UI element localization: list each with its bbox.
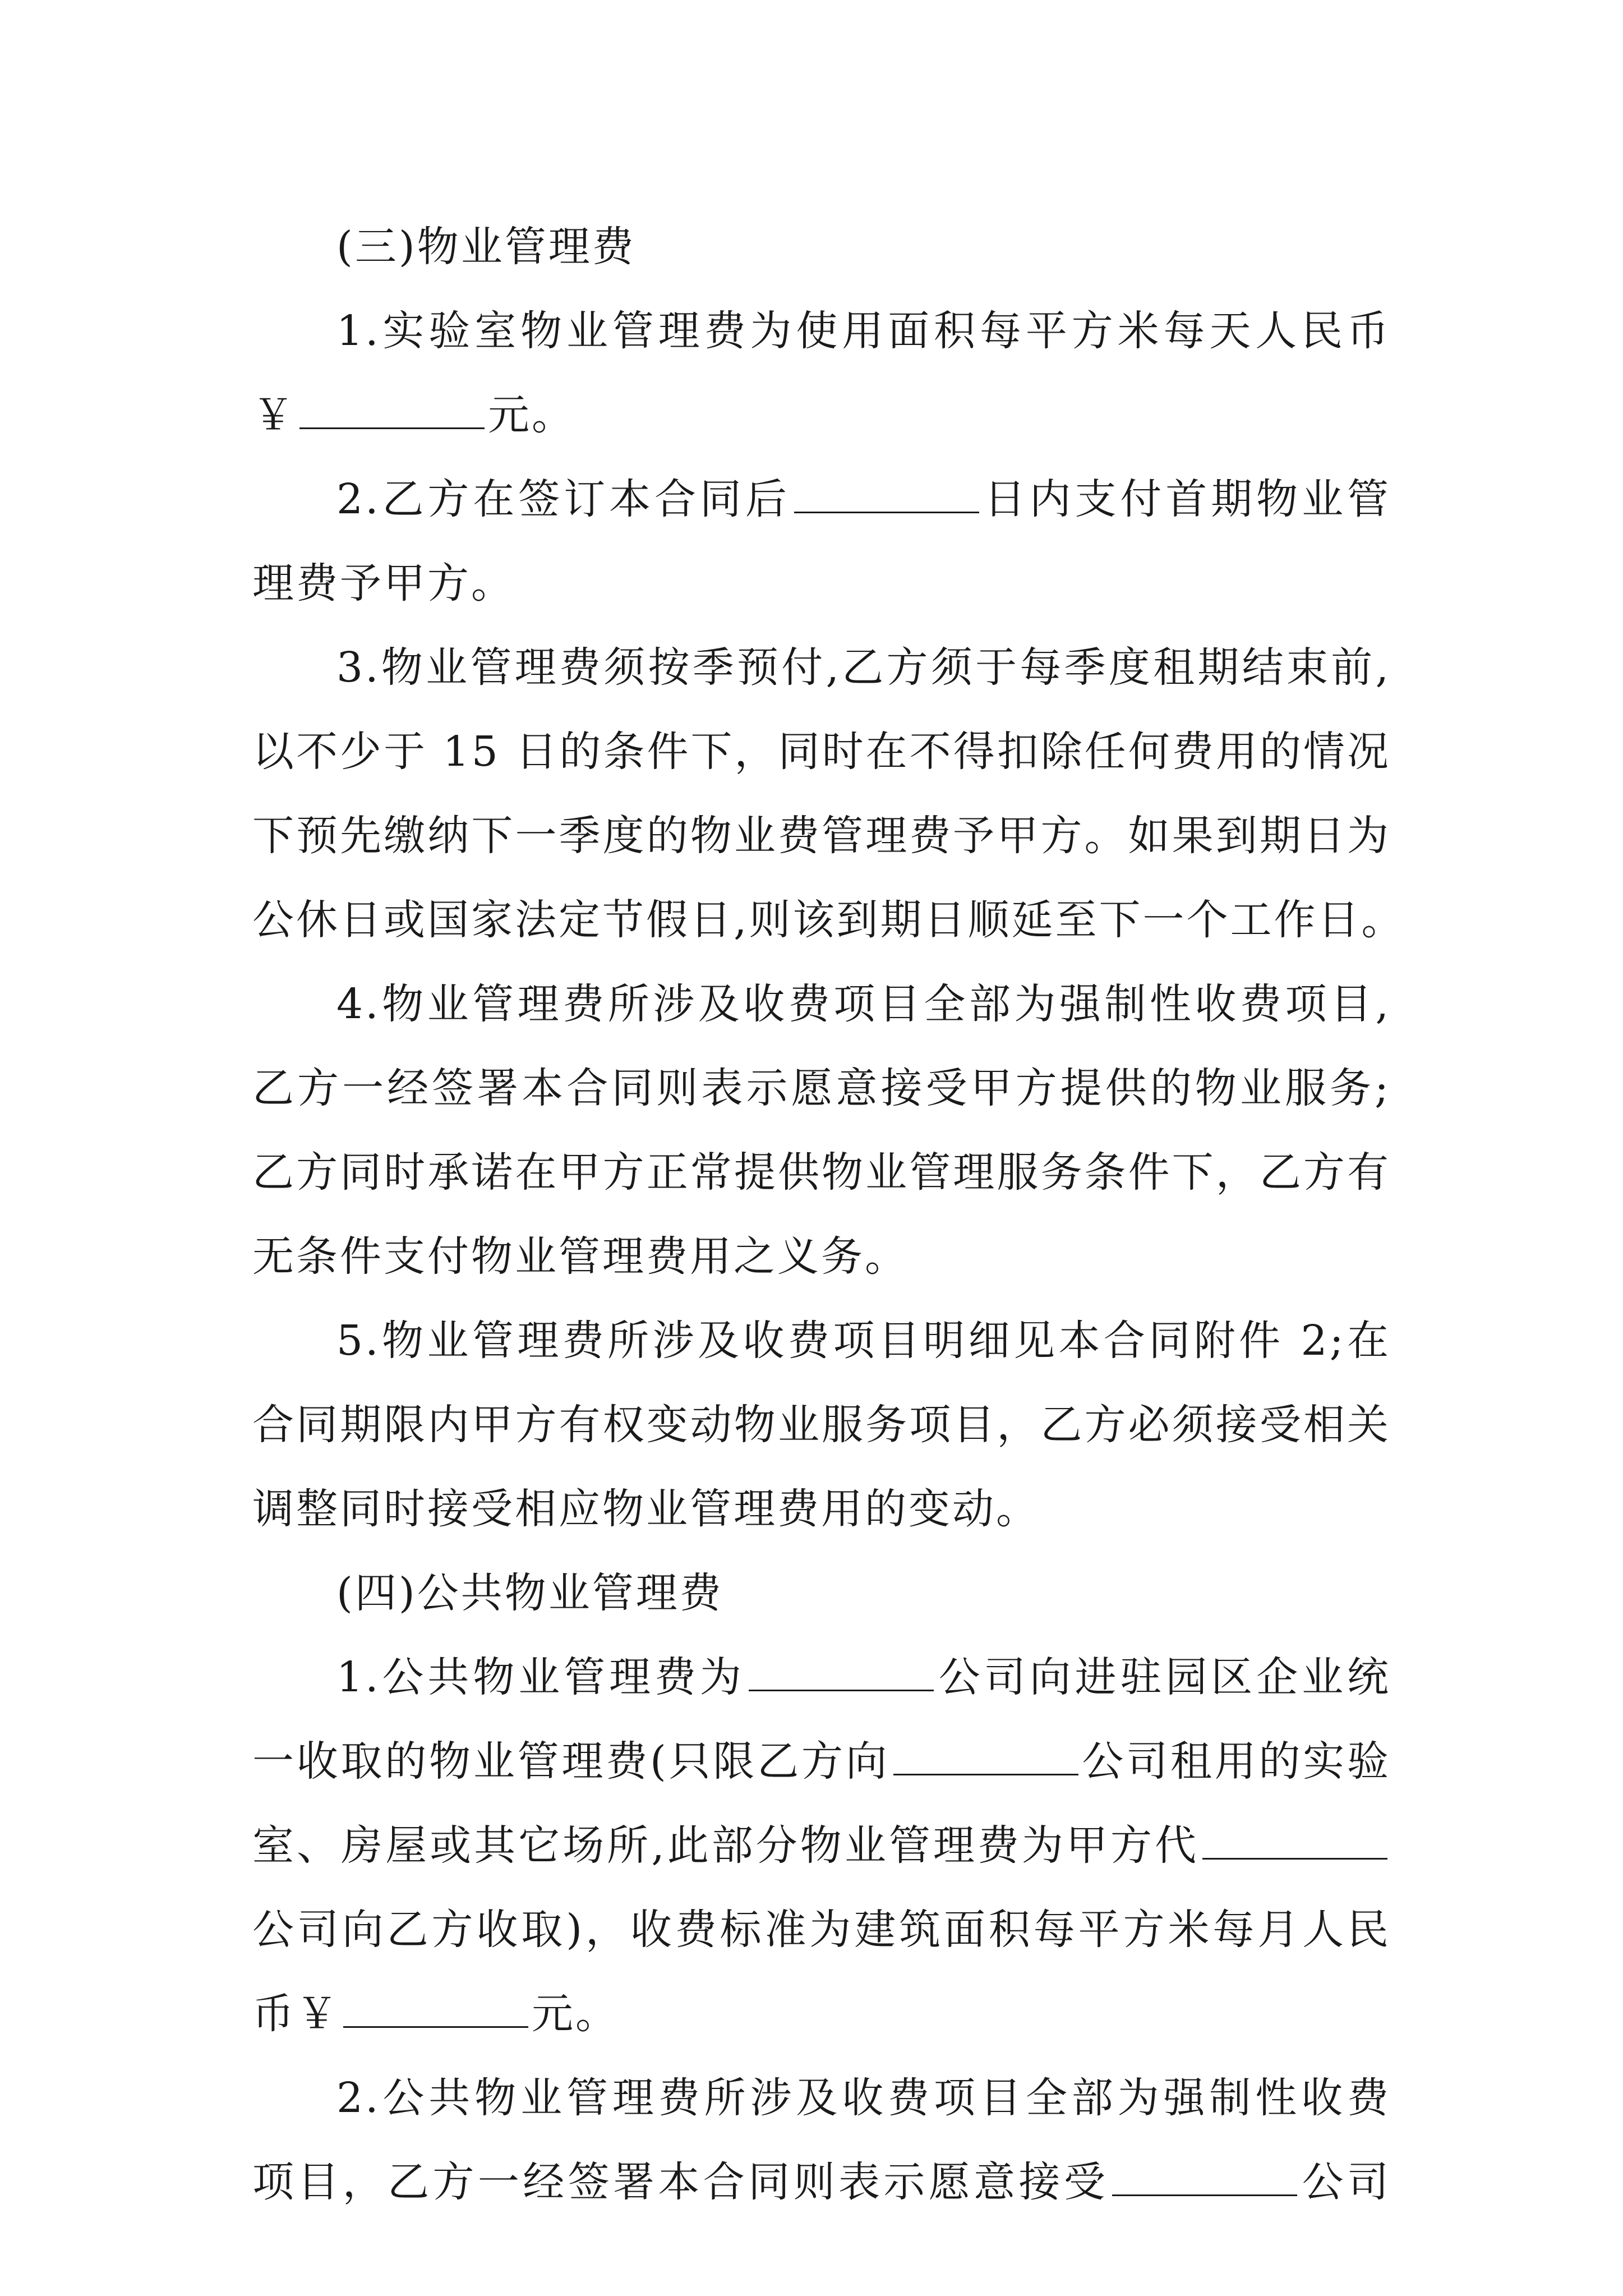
text-segment: 元。 bbox=[532, 1990, 619, 2038]
text-line bbox=[252, 1803, 1391, 1888]
text-segment: 乙方一经签署本合同则表示愿意接受甲方提供的物业服务; bbox=[252, 1064, 1391, 1112]
text-segment: 公司向进驻园区企业统 bbox=[937, 1653, 1391, 1701]
text-line bbox=[252, 878, 1405, 962]
text-line bbox=[252, 1635, 1391, 1719]
text-segment: (四)公共物业管理费 bbox=[336, 1569, 723, 1617]
text-segment: 5.物业管理费所涉及收费项目明细见本合同附件 2;在 bbox=[336, 1317, 1391, 1365]
fill-in-blank bbox=[1112, 2157, 1297, 2196]
fill-in-blank bbox=[1202, 1820, 1387, 1860]
text-segment: 1.公共物业管理费为 bbox=[336, 1653, 745, 1701]
text-segment: 4.物业管理费所涉及收费项目全部为强制性收费项目, bbox=[336, 980, 1391, 1028]
fill-in-blank bbox=[299, 390, 485, 429]
text-segment: 公司向乙方收取)，收费标准为建筑面积每平方米每月人民 bbox=[252, 1906, 1391, 1954]
text-line bbox=[252, 794, 1391, 878]
text-segment: 公司租用的实验 bbox=[1081, 1737, 1391, 1786]
text-line bbox=[252, 205, 1391, 289]
text-line bbox=[252, 1888, 1391, 1972]
text-segment: 无条件支付物业管理费用之义务。 bbox=[252, 1232, 909, 1281]
fill-in-blank bbox=[343, 1989, 528, 2028]
text-line bbox=[252, 625, 1391, 710]
text-segment: 公司 bbox=[1301, 2158, 1391, 2206]
text-line bbox=[252, 1467, 1391, 1551]
text-line bbox=[252, 2140, 1391, 2224]
text-line bbox=[252, 1551, 1391, 1635]
text-segment: 调整同时接受相应物业管理费用的变动。 bbox=[252, 1485, 1040, 1533]
fill-in-blank bbox=[794, 474, 979, 513]
text-line bbox=[252, 1719, 1391, 1803]
text-line bbox=[252, 2056, 1391, 2140]
text-segment: 1.实验室物业管理费为使用面积每平方米每天人民币 bbox=[336, 307, 1391, 355]
text-segment: 2.公共物业管理费所涉及收费项目全部为强制性收费 bbox=[336, 2074, 1391, 2122]
text-segment: (三)物业管理费 bbox=[336, 223, 636, 271]
text-line bbox=[252, 962, 1391, 1046]
text-segment: 下预先缴纳下一季度的物业费管理费予甲方。如果到期日为 bbox=[252, 812, 1391, 860]
text-segment: 元。 bbox=[488, 391, 575, 439]
text-segment: 2.乙方在签订本合同后 bbox=[336, 475, 791, 523]
text-line bbox=[252, 1299, 1391, 1383]
text-segment: 一收取的物业管理费(只限乙方向 bbox=[252, 1737, 890, 1786]
text-line bbox=[252, 1214, 1391, 1299]
text-segment: ￥ bbox=[252, 391, 296, 439]
text-segment: 3.物业管理费须按季预付,乙方须于每季度租期结束前, bbox=[336, 643, 1391, 692]
text-segment: 项目，乙方一经签署本合同则表示愿意接受 bbox=[252, 2158, 1109, 2206]
text-line bbox=[252, 289, 1391, 373]
text-line bbox=[252, 710, 1391, 794]
text-segment: 合同期限内甲方有权变动物业服务项目，乙方必须接受相关 bbox=[252, 1401, 1391, 1449]
text-segment: 室、房屋或其它场所,此部分物业管理费为甲方代 bbox=[252, 1821, 1199, 1870]
text-segment: 公休日或国家法定节假日,则该到期日顺延至下一个工作日。 bbox=[252, 896, 1405, 944]
text-segment: 以不少于 15 日的条件下，同时在不得扣除任何费用的情况 bbox=[252, 728, 1391, 776]
text-line bbox=[252, 1130, 1391, 1214]
text-line bbox=[252, 373, 1391, 457]
text-line bbox=[252, 1383, 1391, 1467]
text-line bbox=[252, 457, 1391, 541]
text-segment: 理费予甲方。 bbox=[252, 559, 515, 608]
fill-in-blank bbox=[893, 1736, 1078, 1775]
fill-in-blank bbox=[749, 1652, 934, 1691]
text-line bbox=[252, 541, 1391, 625]
text-line bbox=[252, 1046, 1391, 1130]
text-segment: 乙方同时承诺在甲方正常提供物业管理服务条件下，乙方有 bbox=[252, 1148, 1391, 1197]
text-segment: 日内支付首期物业管 bbox=[982, 475, 1391, 523]
text-segment: 币￥ bbox=[252, 1990, 340, 2038]
text-line bbox=[252, 1972, 1391, 2056]
document-body bbox=[252, 205, 1405, 2224]
